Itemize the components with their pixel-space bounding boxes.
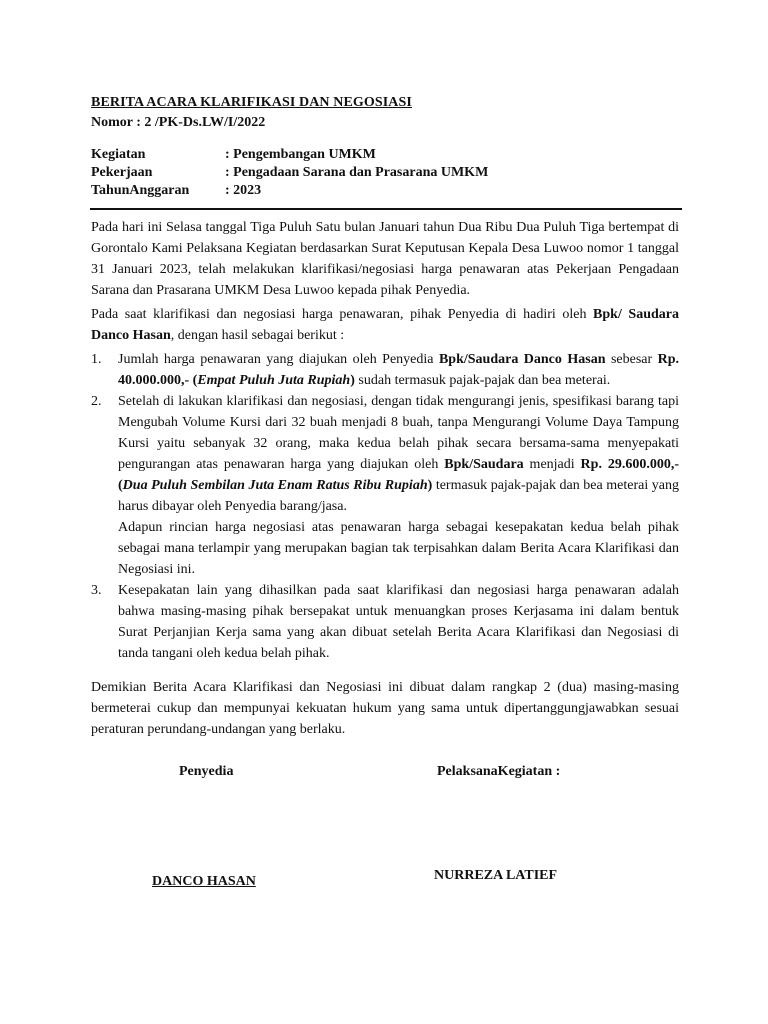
- paragraph-text: Pada saat klarifikasi dan negosiasi harga penawaran, pihak Penyedia di hadiri oleh: [91, 307, 594, 322]
- signature-name-executor: NURREZA LATIEF: [434, 868, 558, 883]
- document-number: Nomor : 2 /PK-Ds.LW/I/2022: [91, 115, 266, 130]
- meta-value: : 2023: [225, 183, 262, 198]
- document-header: [91, 93, 412, 133]
- amount-close: ): [350, 373, 355, 388]
- meta-table: [91, 146, 488, 200]
- meta-value: : Pengembangan UMKM: [225, 147, 376, 162]
- meta-row-pekerjaan: [91, 164, 488, 182]
- list-number: 1.: [91, 352, 102, 367]
- signature-role-provider: Penyedia: [179, 764, 234, 779]
- paragraph-text: , dengan hasil sebagai berikut :: [170, 328, 345, 343]
- provider-name: Bpk/Saudara: [444, 457, 524, 472]
- list-number: 3.: [91, 583, 102, 598]
- amount: Rp. 40.000.000,- (: [118, 352, 680, 388]
- text-run: termasuk pajak-pajak dan bea meterai yang harus dibayar oleh Penyedia barang/jasa.: [118, 478, 679, 514]
- list-item: [91, 580, 679, 664]
- list-text: [118, 349, 679, 391]
- header-divider: [90, 208, 682, 210]
- meta-key: Kegiatan: [91, 147, 146, 162]
- signature-role-executor: PelaksanaKegiatan :: [437, 764, 561, 779]
- text-run: Setelah di lakukan klarifikasi dan negosiasi, dengan tidak mengurangi jenis, spesifikasi barang tapi Mengubah Volume Kursi dari 32 buah menjadi 8 buah, tanpa Mengurangi Volume Daya Tampung Kursi yaitu sebanyak 32 orang, maka kedua belah pihak secara bersama-sama menyepakati pengurangan atas penawaran harga yang diajukan oleh: [118, 394, 679, 472]
- text-run: menjadi: [523, 457, 581, 472]
- text-run: sebesar: [605, 352, 658, 367]
- paragraph-closing: Demikian Berita Acara Klarifikasi dan Negosiasi ini dibuat dalam rangkap 2 (dua) masing-masing bermeterai cukup dan mempunyai kekuatan hukum yang sama untuk dipertanggungjawabkan sesuai peraturan perundang-undangan yang berlaku.: [91, 680, 679, 737]
- signature-name-provider: DANCO HASAN: [152, 874, 256, 889]
- list-subparagraph: Adapun rincian harga negosiasi atas penawaran harga sebagai kesepakatan kedua belah pihak sebagai mana terlampir yang merupakan bagian tak terpisahkan dalam Berita Acara Klarifikasi dan Negosiasi ini.: [118, 520, 679, 577]
- meta-key: TahunAnggaran: [91, 183, 190, 198]
- list-item: [91, 391, 679, 580]
- amount-close: ): [427, 478, 433, 493]
- paragraph-attendance: [91, 304, 679, 346]
- provider-name: Bpk/ Saudara Danco Hasan: [91, 307, 679, 343]
- results-list: [91, 349, 679, 664]
- amount: Rp. 29.600.000,- (: [118, 457, 679, 493]
- list-text: [118, 391, 679, 580]
- paragraph-opening: Pada hari ini Selasa tanggal Tiga Puluh Satu bulan Januari tahun Dua Ribu Dua Puluh Tiga bertempat di Gorontalo Kami Pelaksana Kegiatan berdasarkan Surat Keputusan Kepala Desa Luwoo nomor 1 tanggal 31 Januari 2023, telah melakukan klarifikasi/negosiasi harga penawaran atas Pekerjaan Pengadaan Sarana dan Prasarana UMKM Desa Luwoo kepada pihak Penyedia.: [91, 220, 679, 298]
- list-item: [91, 349, 679, 391]
- text-run: Jumlah harga penawaran yang diajukan oleh Penyedia: [118, 352, 439, 367]
- meta-key: Pekerjaan: [91, 165, 153, 180]
- text-run: sudah termasuk pajak-pajak dan bea meterai.: [354, 373, 611, 388]
- amount-words: Dua Puluh Sembilan Juta Enam Ratus Ribu Rupiah: [122, 478, 428, 493]
- provider-name: Bpk/Saudara Danco Hasan: [438, 352, 606, 367]
- meta-row-kegiatan: [91, 146, 488, 164]
- meta-value: : Pengadaan Sarana dan Prasarana UMKM: [225, 165, 489, 180]
- list-number: 2.: [91, 394, 102, 409]
- meta-row-tahun-anggaran: [91, 182, 488, 200]
- document-title: BERITA ACARA KLARIFIKASI DAN NEGOSIASI: [91, 95, 412, 110]
- amount-words: Empat Puluh Juta Rupiah: [197, 373, 351, 388]
- list-text: Kesepakatan lain yang dihasilkan pada saat klarifikasi dan negosiasi harga penawaran adalah bahwa masing-masing pihak bersepakat untuk menuangkan proses Kerjasama ini dalam bentuk Surat Perjanjian Kerja sama yang akan dibuat setelah Berita Acara Klarifikasi dan Negosiasi di tanda tangani oleh kedua belah pihak.: [118, 583, 679, 661]
